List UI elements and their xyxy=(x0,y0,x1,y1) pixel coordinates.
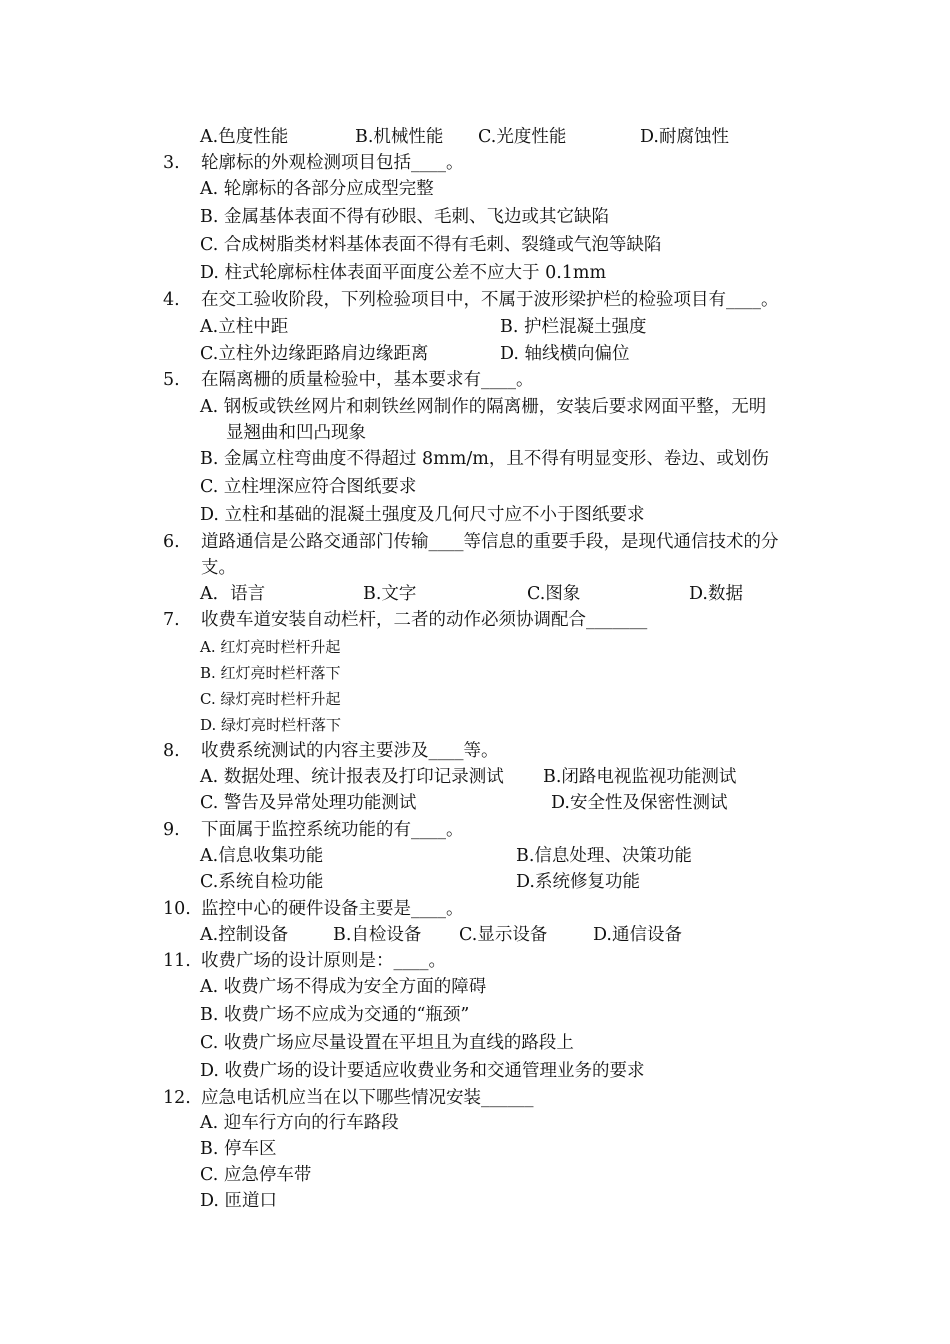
question-number: 8. xyxy=(163,741,180,761)
option-text: A.控制设备 xyxy=(200,925,289,945)
option-text: 显翘曲和凹凸现象 xyxy=(226,423,366,443)
option-text: B.闭路电视监视功能测试 xyxy=(543,767,737,787)
option-text: B. 停车区 xyxy=(200,1139,277,1159)
option-text: D. 立柱和基础的混凝土强度及几何尺寸应不小于图纸要求 xyxy=(200,505,645,525)
question-number: 4. xyxy=(163,290,180,310)
question-text: 在隔离栅的质量检验中，基本要求有____。 xyxy=(201,370,534,390)
question-number: 3. xyxy=(163,153,180,173)
option-text: D. 收费广场的设计要适应收费业务和交通管理业务的要求 xyxy=(200,1061,645,1081)
option-text: C.显示设备 xyxy=(459,925,548,945)
question-text: 道路通信是公路交通部门传输____等信息的重要手段，是现代通信技术的分 xyxy=(201,532,779,552)
question-text: 收费广场的设计原则是：____。 xyxy=(201,951,446,971)
option-text: B. 收费广场不应成为交通的“瓶颈” xyxy=(200,1005,470,1025)
option-text: B.文字 xyxy=(363,584,417,604)
option-text: A.信息收集功能 xyxy=(200,846,324,866)
question-number: 10. xyxy=(163,899,191,919)
option-text: C. 绿灯亮时栏杆升起 xyxy=(200,690,341,708)
option-text: D. 柱式轮廓标柱体表面平面度公差不应大于 0.1mm xyxy=(200,263,607,283)
option-text: B.自检设备 xyxy=(333,925,422,945)
option-text: 支。 xyxy=(201,558,236,578)
option-text: B. 护栏混凝土强度 xyxy=(500,317,647,337)
option-text: B. 红灯亮时栏杆落下 xyxy=(200,664,341,682)
question-number: 12. xyxy=(163,1088,191,1108)
option-text: C. 应急停车带 xyxy=(200,1165,312,1185)
option-text: C. 警告及异常处理功能测试 xyxy=(200,793,417,813)
option-text: C. 合成树脂类材料基体表面不得有毛刺、裂缝或气泡等缺陷 xyxy=(200,235,662,255)
option-text: A.立柱中距 xyxy=(200,317,289,337)
question-text: 应急电话机应当在以下哪些情况安装______ xyxy=(201,1088,534,1108)
question-number: 5. xyxy=(163,370,180,390)
option-text: A．语言 xyxy=(200,584,266,604)
option-text: B.信息处理、决策功能 xyxy=(516,846,692,866)
option-text: A. 钢板或铁丝网片和刺铁丝网制作的隔离栅，安装后要求网面平整，无明 xyxy=(200,397,767,417)
option-text: D.耐腐蚀性 xyxy=(640,127,729,147)
question-text: 下面属于监控系统功能的有____。 xyxy=(201,820,464,840)
option-text: D. 匝道口 xyxy=(200,1191,278,1211)
option-text: B. 金属基体表面不得有砂眼、毛刺、飞边或其它缺陷 xyxy=(200,207,609,227)
option-text: B. 金属立柱弯曲度不得超过 8mm/m，且不得有明显变形、卷边、或划伤 xyxy=(200,449,769,469)
option-text: A. 迎车行方向的行车路段 xyxy=(200,1113,399,1133)
option-text: C. 立柱埋深应符合图纸要求 xyxy=(200,477,417,497)
option-text: C.立柱外边缘距路肩边缘距离 xyxy=(200,344,429,364)
question-number: 11. xyxy=(163,951,191,971)
option-text: A. 红灯亮时栏杆升起 xyxy=(200,638,341,656)
option-text: A. 收费广场不得成为安全方面的障碍 xyxy=(200,977,487,997)
option-text: D. 轴线横向偏位 xyxy=(500,344,630,364)
option-text: A.色度性能 xyxy=(200,127,289,147)
question-number: 9. xyxy=(163,820,180,840)
option-text: D.数据 xyxy=(689,584,743,604)
option-text: C.光度性能 xyxy=(478,127,567,147)
option-text: B.机械性能 xyxy=(355,127,444,147)
question-text: 轮廓标的外观检测项目包括____。 xyxy=(201,153,464,173)
option-text: C. 收费广场应尽量设置在平坦且为直线的路段上 xyxy=(200,1033,574,1053)
option-text: D.系统修复功能 xyxy=(516,872,640,892)
option-text: D. 绿灯亮时栏杆落下 xyxy=(200,716,342,734)
option-text: C.图象 xyxy=(527,584,581,604)
question-text: 收费系统测试的内容主要涉及____等。 xyxy=(201,741,499,761)
option-text: D.安全性及保密性测试 xyxy=(551,793,728,813)
question-number: 7. xyxy=(163,610,180,630)
question-text: 在交工验收阶段，下列检验项目中，不属于波形梁护栏的检验项目有____。 xyxy=(201,290,779,310)
option-text: A. 轮廓标的各部分应成型完整 xyxy=(200,179,434,199)
option-text: C.系统自检功能 xyxy=(200,872,324,892)
option-text: A. 数据处理、统计报表及打印记录测试 xyxy=(200,767,504,787)
question-number: 6. xyxy=(163,532,180,552)
question-text: 监控中心的硬件设备主要是____。 xyxy=(201,899,464,919)
question-text: 收费车道安装自动栏杆，二者的动作必须协调配合_______ xyxy=(201,610,648,630)
option-text: D.通信设备 xyxy=(593,925,682,945)
